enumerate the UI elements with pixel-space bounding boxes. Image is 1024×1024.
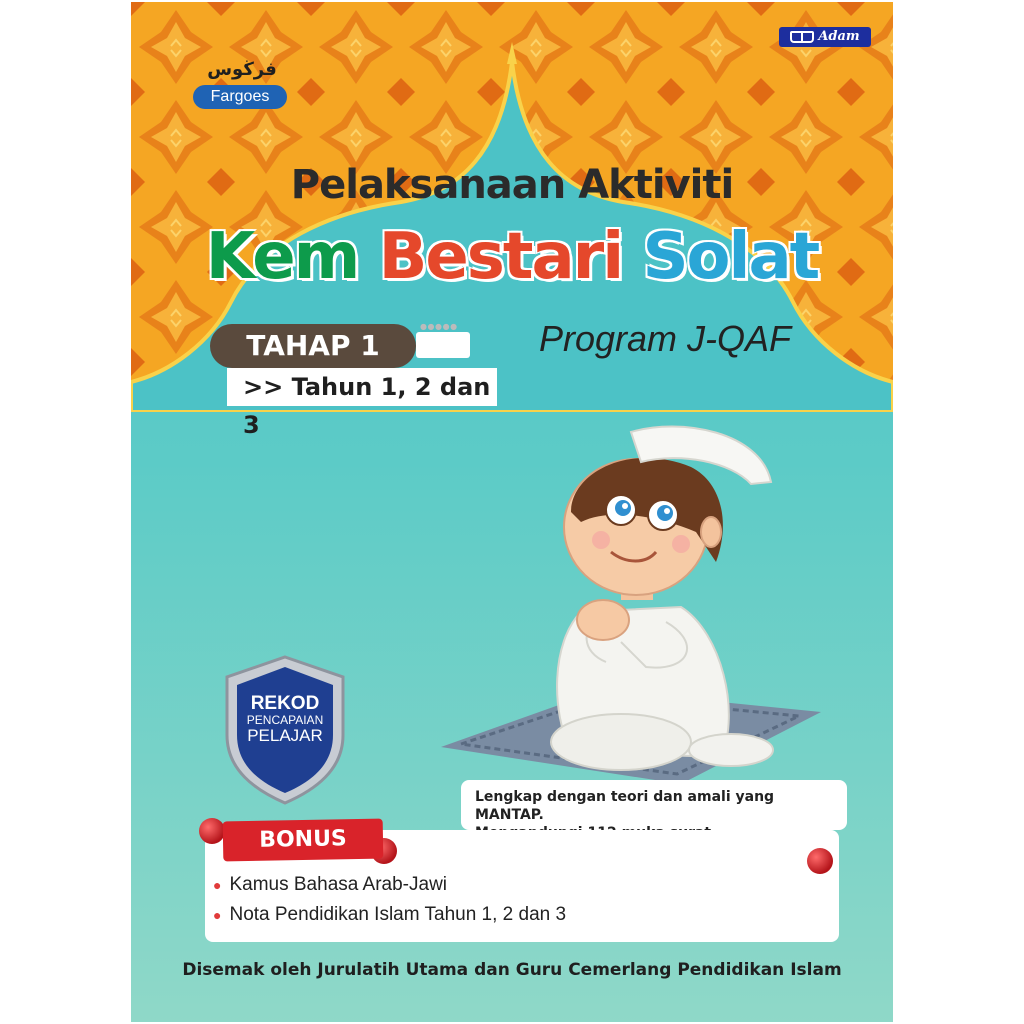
- badge-line-3: PELAJAR: [247, 725, 323, 745]
- program-label: Program J-QAF: [539, 318, 792, 359]
- year-range: >> Tahun 1, 2 dan 3: [227, 368, 497, 406]
- brand-badge: Fargoes: [193, 85, 287, 109]
- pushpin-icon: [807, 848, 833, 874]
- bonus-list: [213, 874, 566, 934]
- praying-boy-illustration: [431, 412, 821, 782]
- feature-callout: [461, 780, 847, 830]
- pushpin-icon: [199, 818, 225, 844]
- badge-line-2: PENCAPAIAN: [246, 712, 324, 727]
- title-word-solat: Solat: [642, 220, 819, 294]
- achievement-badge: [223, 694, 347, 744]
- title-word-bestari: Bestari: [378, 220, 623, 294]
- cover-subtitle: Pelaksanaan Aktiviti: [290, 162, 734, 208]
- footer-note: Disemak oleh Jurulatih Utama dan Guru Cemerlang Pendidikan Islam: [182, 960, 842, 980]
- bonus-label: BONUS: [223, 819, 384, 862]
- book-icon: [790, 31, 814, 43]
- list-item: ● Nota Pendidikan Islam Tahun 1, 2 dan 3: [213, 904, 567, 925]
- level-label: TAHAP 1: [210, 324, 416, 368]
- publisher-logo: [779, 27, 871, 47]
- brand-jawi: فرڬوس: [207, 59, 277, 80]
- title-word-kem: Kem: [205, 220, 359, 294]
- bullet-icon: ●: [213, 907, 222, 923]
- list-item: ● Kamus Bahasa Arab-Jawi: [213, 874, 448, 895]
- bullet-icon: ●: [213, 877, 222, 893]
- cover-title: [131, 220, 893, 294]
- badge-line-1: REKOD: [250, 693, 320, 714]
- publisher-name: Adam: [818, 29, 860, 44]
- callout-line-1: Lengkap dengan teori dan amali yang MANTAP.: [475, 789, 775, 823]
- tahap-notebook-tab: [416, 332, 470, 358]
- book-cover: [131, 2, 893, 1022]
